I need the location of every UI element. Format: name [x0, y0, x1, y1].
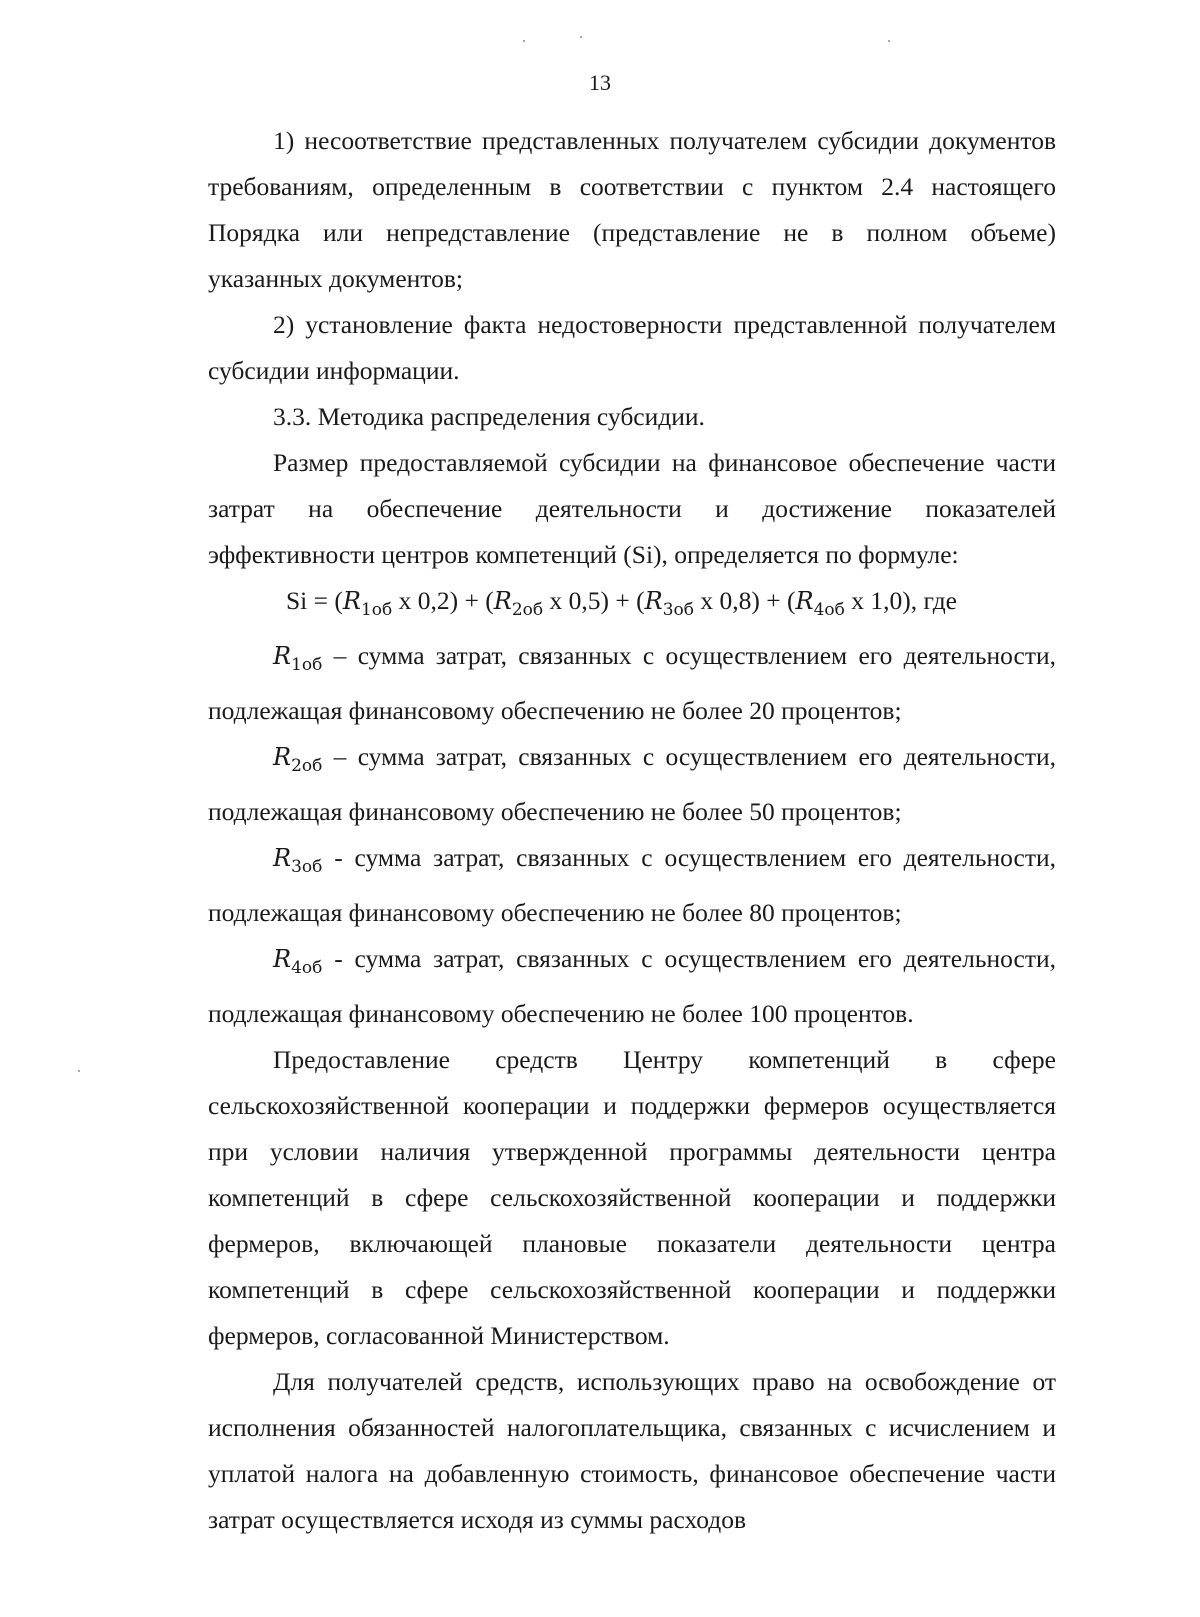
definition-sub: 2об	[291, 756, 323, 776]
formula-var-1: R	[342, 587, 361, 615]
definition-r1	[208, 633, 1056, 734]
formula	[208, 578, 1056, 633]
definition-r3	[208, 835, 1056, 936]
formula-sub-2: 2об	[511, 600, 544, 620]
paragraph-provision: Предоставление средств Центру компетенций в сфере сельскохозяйственной кооперации и поддержки фермеров осуществляется при условии наличия утвержденной программы деятельности центра компетенций в сфере сельскохозяйственной кооперации и поддержки фермеров, включающей плановые показатели деятельности центра компетенций в сфере сельскохозяйственной кооперации и поддержки фермеров, согласованной Министерством.	[208, 1045, 1056, 1350]
formula-coef-4: x 1,0), где	[844, 586, 957, 615]
formula-prefix: Si = (	[286, 586, 343, 615]
document-body	[208, 118, 1056, 1543]
definition-var: R	[273, 844, 292, 872]
scan-speck	[523, 40, 525, 42]
paragraph-item-1: 1) несоответствие представленных получателем субсидии документов требованиям, определенным в соответствии с пунктом 2.4 настоящего Порядка или непредставление (представление не в полном объеме) указанных документов;	[208, 126, 1056, 293]
definition-sub: 1об	[291, 655, 323, 675]
formula-coef-1: x 0,2) + (	[392, 586, 494, 615]
paragraph-intro: Размер предоставляемой субсидии на финансовое обеспечение части затрат на обеспечение деятельности и достижение показателей эффективности центров компетенций (Si), определяется по формуле:	[208, 448, 1056, 569]
definition-sub: 3об	[291, 857, 323, 877]
scan-speck	[888, 40, 890, 42]
section-heading: 3.3. Методика распределения субсидии.	[273, 402, 705, 431]
formula-var-2: R	[493, 587, 512, 615]
formula-sub-1: 1об	[360, 600, 393, 620]
definition-text: – сумма затрат, связанных с осуществлением его деятельности, подлежащая финансовому обеспечению не более 50 процентов;	[208, 742, 1056, 826]
definition-var: R	[273, 945, 292, 973]
definition-sub: 4об	[291, 958, 323, 978]
formula-sub-3: 3об	[662, 600, 695, 620]
formula-var-3: R	[644, 587, 663, 615]
definition-text: - сумма затрат, связанных с осуществлением его деятельности, подлежащая финансовому обеспечению не более 100 процентов.	[208, 944, 1056, 1028]
scan-speck	[580, 36, 582, 38]
formula-coef-3: x 0,8) + (	[694, 586, 796, 615]
definition-r2	[208, 734, 1056, 835]
definition-text: - сумма затрат, связанных с осуществлением его деятельности, подлежащая финансовому обеспечению не более 80 процентов;	[208, 843, 1056, 927]
paragraph-vat: Для получателей средств, использующих право на освобождение от исполнения обязанностей налогоплательщика, связанных с исчислением и уплатой налога на добавленную стоимость, финансовое обеспечение части затрат осуществляется исходя из суммы расходов	[208, 1367, 1056, 1534]
formula-sub-4: 4об	[813, 600, 845, 620]
definition-r4	[208, 936, 1056, 1037]
scan-speck	[78, 1070, 80, 1072]
formula-var-4: R	[795, 587, 814, 615]
formula-coef-2: x 0,5) + (	[543, 586, 645, 615]
paragraph-item-2: 2) установление факта недостоверности представленной получателем субсидии информации.	[208, 310, 1056, 385]
definition-var: R	[273, 743, 292, 771]
page-number: 13	[589, 70, 611, 95]
definition-text: – сумма затрат, связанных с осуществлением его деятельности, подлежащая финансовому обеспечению не более 20 процентов;	[208, 641, 1056, 725]
definition-var: R	[273, 642, 292, 670]
